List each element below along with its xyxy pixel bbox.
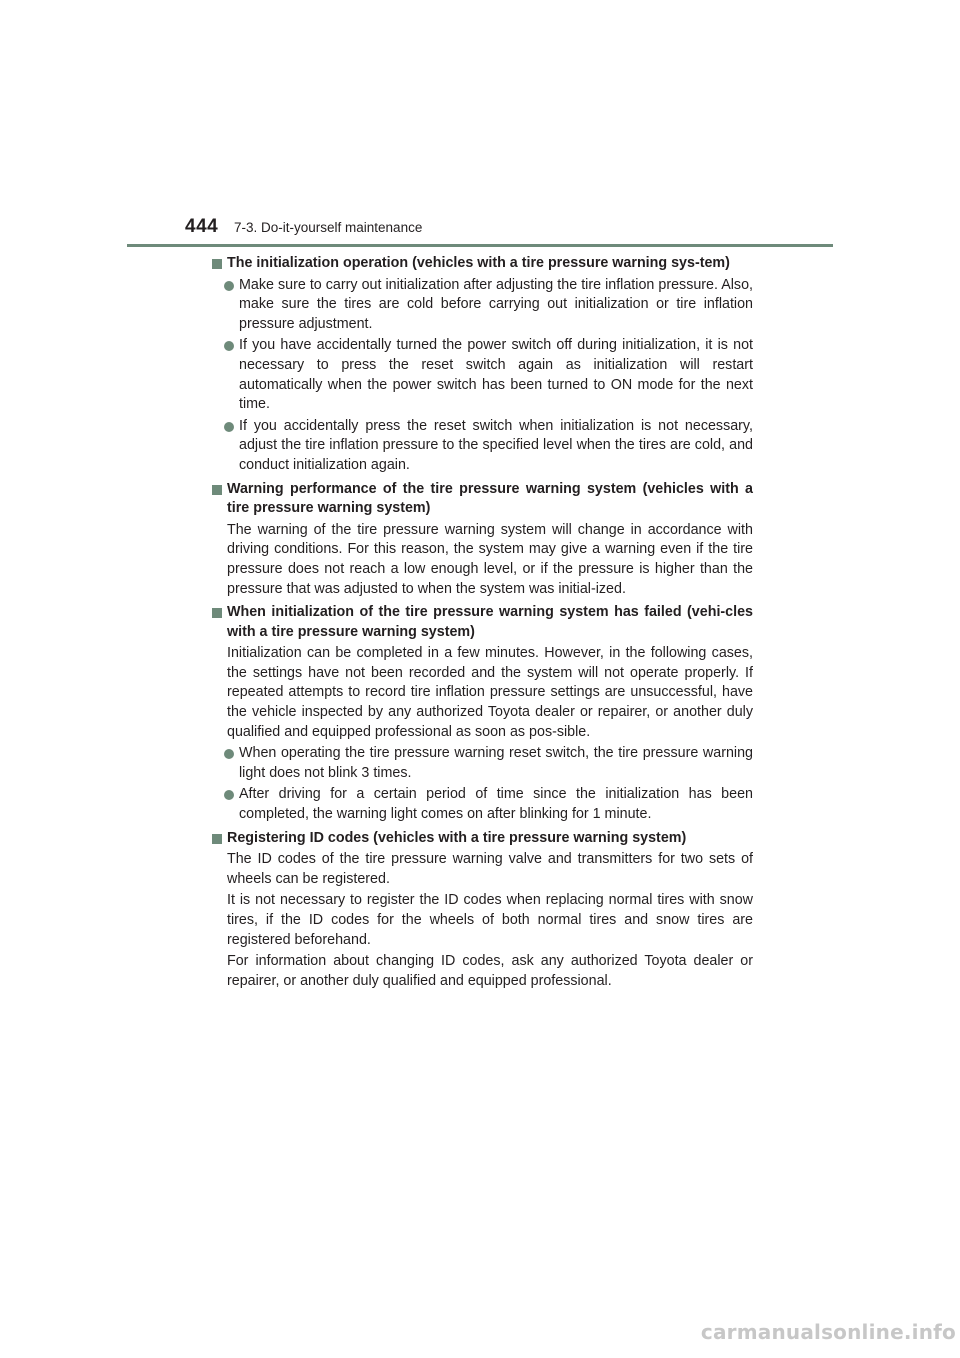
body-paragraph: The ID codes of the tire pressure warning valve and transmitters for two sets of wheels can be registered. <box>227 851 753 887</box>
watermark: carmanualsonline.info <box>700 1320 956 1344</box>
square-bullet-icon <box>212 834 222 844</box>
body-paragraph: Initialization can be completed in a few minutes. However, in the following cases, the settings have not been recorded and the system will not operate properly. If repeated attempts to record tire inflation pressure settings are unsuccessful, have the vehicle inspected by any authorized Toyota dealer or repairer, or another duly qualified and equipped professional as soon as pos-sible. <box>227 645 753 740</box>
list-item: If you accidentally press the reset switch when initialization is not necessary, adjust the tire inflation pressure to the specified level when the tires are cold, and conduct initialization again. <box>224 417 753 476</box>
list-item: After driving for a certain period of time since the initialization has been completed, the warning light comes on after blinking for 1 minute. <box>224 785 753 824</box>
header-divider <box>127 244 833 247</box>
circle-bullet-icon <box>224 422 234 432</box>
list-item: When operating the tire pressure warning reset switch, the tire pressure warning light does not blink 3 times. <box>224 744 753 783</box>
section-heading: Registering ID codes (vehicles with a tire pressure warning system) <box>212 829 753 849</box>
square-bullet-icon <box>212 259 222 269</box>
list-item: Make sure to carry out initialization after adjusting the tire inflation pressure. Also, make sure the tires are cold before carrying out initialization or tire inflation pressure adjustment. <box>224 276 753 335</box>
body-paragraph: It is not necessary to register the ID codes when replacing normal tires with snow tires, if the ID codes for the wheels of both normal tires and snow tires are registered beforehand. <box>227 892 753 948</box>
square-bullet-icon <box>212 608 222 618</box>
section-heading: The initialization operation (vehicles with a tire pressure warning sys-tem) <box>212 254 753 274</box>
section-heading: When initialization of the tire pressure warning system has failed (vehi-cles with a tire pressure warning system) <box>212 603 753 642</box>
page-content <box>212 254 753 991</box>
circle-bullet-icon <box>224 749 234 759</box>
section-title: 7-3. Do-it-yourself maintenance <box>234 220 423 235</box>
body-paragraph: For information about changing ID codes, ask any authorized Toyota dealer or repairer, or another duly qualified and equipped professional. <box>227 953 753 989</box>
circle-bullet-icon <box>224 341 234 351</box>
page-number: 444 <box>185 216 219 237</box>
circle-bullet-icon <box>224 281 234 291</box>
list-item: If you have accidentally turned the power switch off during initialization, it is not necessary to press the reset switch again as initialization will restart automatically when the power switch has been turned to ON mode for the next time. <box>224 336 753 414</box>
body-paragraph: The warning of the tire pressure warning system will change in accordance with driving conditions. For this reason, the system may give a warning even if the tire pressure does not reach a low enough level, or if the pressure is higher than the pressure that was adjusted to when the system was initial-ized. <box>227 521 753 597</box>
circle-bullet-icon <box>224 790 234 800</box>
square-bullet-icon <box>212 485 222 495</box>
section-heading: Warning performance of the tire pressure warning system (vehicles with a tire pressure warning system) <box>212 480 753 519</box>
